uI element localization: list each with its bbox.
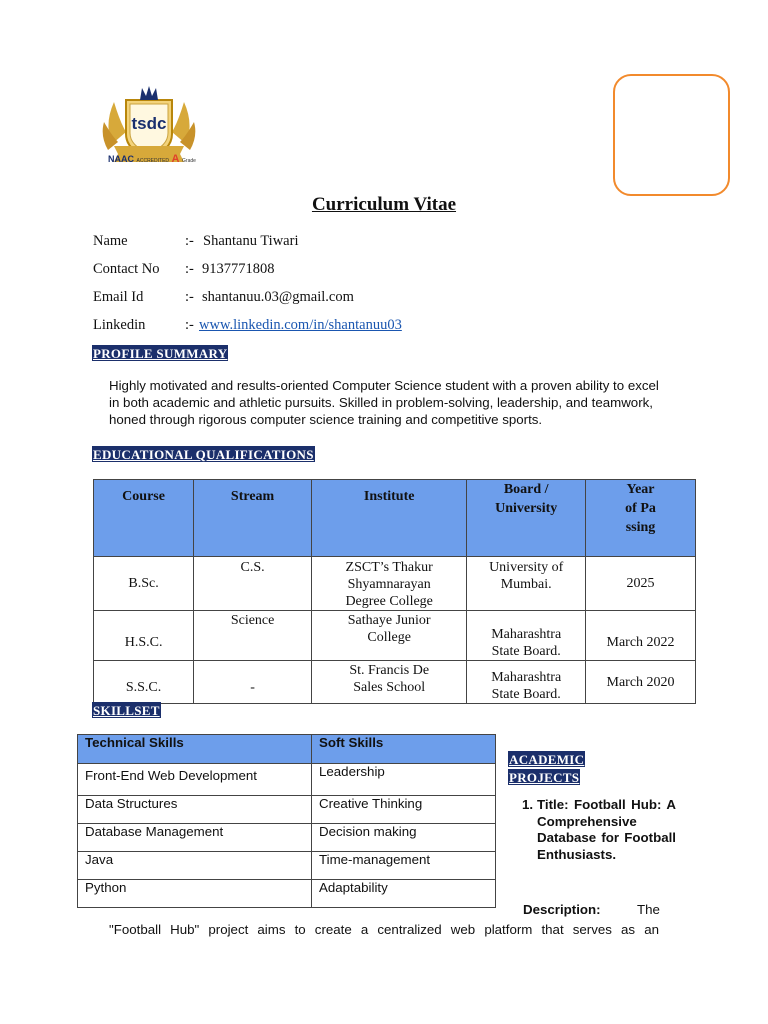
project-title: Title: Football Hub: A Comprehensive Database for Football Enthusiasts. <box>537 797 676 862</box>
table-row <box>94 557 696 611</box>
header-course: Course <box>94 480 194 557</box>
name-value: Shantanu Tiwari <box>203 233 299 249</box>
cell-course: B.Sc. <box>94 557 194 611</box>
linkedin-label: Linkedin <box>93 317 146 333</box>
linkedin-separator: :- <box>185 317 194 333</box>
projects-heading-line2: PROJECTS <box>509 770 580 785</box>
description-label: Description: <box>523 902 601 917</box>
cell-institute: Sathaye Junior College <box>312 611 467 661</box>
email-label: Email Id <box>93 289 144 305</box>
technical-skill: Database Management <box>78 824 312 852</box>
naac-label: NAAC <box>108 154 134 164</box>
soft-skill: Time-management <box>312 852 496 880</box>
project-description <box>109 900 660 937</box>
grade-letter: A <box>171 153 180 165</box>
header-technical-skills: Technical Skills <box>78 735 312 764</box>
email-separator: :- <box>185 289 194 305</box>
table-row <box>78 796 496 824</box>
name-separator: :- <box>185 233 194 249</box>
cell-year: March 2020 <box>586 661 696 704</box>
cell-stream: Science <box>194 611 312 661</box>
soft-skill: Decision making <box>312 824 496 852</box>
table-row <box>78 764 496 796</box>
education-header-row <box>94 480 696 557</box>
header-stream: Stream <box>194 480 312 557</box>
naac-caption <box>108 153 196 165</box>
technical-skill: Front-End Web Development <box>78 764 312 796</box>
soft-skill: Adaptability <box>312 880 496 908</box>
cell-year: 2025 <box>586 557 696 611</box>
table-row <box>94 661 696 704</box>
header-soft-skills: Soft Skills <box>312 735 496 764</box>
cell-stream: - <box>194 661 312 704</box>
cell-course: H.S.C. <box>94 611 194 661</box>
grade-label: Grade <box>182 158 196 164</box>
cell-stream: C.S. <box>194 557 312 611</box>
header-institute: Institute <box>312 480 467 557</box>
projects-heading-line1: ACADEMIC <box>509 752 585 767</box>
table-row <box>78 824 496 852</box>
technical-skill: Python <box>78 880 312 908</box>
skills-table <box>77 734 496 908</box>
project-number: 1. <box>522 797 534 812</box>
profile-summary-text: Highly motivated and results-oriented Computer Science student with a proven ability to excel in both academic and athletic pursuits. Skilled in problem-solving, leadership, and teamwork, honed through rigorous computer science training and competitive sports. <box>109 378 659 427</box>
logo-letters: tsdc <box>131 114 167 133</box>
email-value: shantanuu.03@gmail.com <box>202 289 354 305</box>
page-title: Curriculum Vitae <box>311 194 457 215</box>
table-row <box>78 852 496 880</box>
description-text: The "Football Hub" project aims to create a centralized web platform that serves as an <box>109 902 660 937</box>
cell-institute: St. Francis De Sales School <box>312 661 467 704</box>
education-heading: EDUCATIONAL QUALIFICATIONS <box>93 447 314 462</box>
header-year: Year of Passing <box>586 480 696 557</box>
contact-separator: :- <box>185 261 194 277</box>
technical-skill: Data Structures <box>78 796 312 824</box>
accredited-label: ACCREDITED <box>136 158 170 164</box>
education-table <box>93 479 696 704</box>
cell-institute: ZSCT’s Thakur Shyamnarayan Degree College <box>312 557 467 611</box>
cell-course: S.S.C. <box>94 661 194 704</box>
cell-year: March 2022 <box>586 611 696 661</box>
technical-skill: Java <box>78 852 312 880</box>
contact-label: Contact No <box>93 261 160 277</box>
linkedin-link[interactable]: www.linkedin.com/in/shantanuu03 <box>199 317 402 333</box>
cell-board: University of Mumbai. <box>467 557 586 611</box>
photo-placeholder <box>613 74 730 196</box>
soft-skill: Creative Thinking <box>312 796 496 824</box>
academic-projects-heading <box>508 751 588 787</box>
name-label: Name <box>93 233 128 249</box>
table-row <box>94 611 696 661</box>
skillset-heading: SKILLSET <box>93 703 160 718</box>
soft-skill: Leadership <box>312 764 496 796</box>
skills-header-row <box>78 735 496 764</box>
contact-value: 9137771808 <box>202 261 275 277</box>
cell-board: Maharashtra State Board. <box>467 611 586 661</box>
profile-summary-heading: PROFILE SUMMARY <box>93 346 228 361</box>
cell-board: Maharashtra State Board. <box>467 661 586 704</box>
header-board: Board / University <box>467 480 586 557</box>
